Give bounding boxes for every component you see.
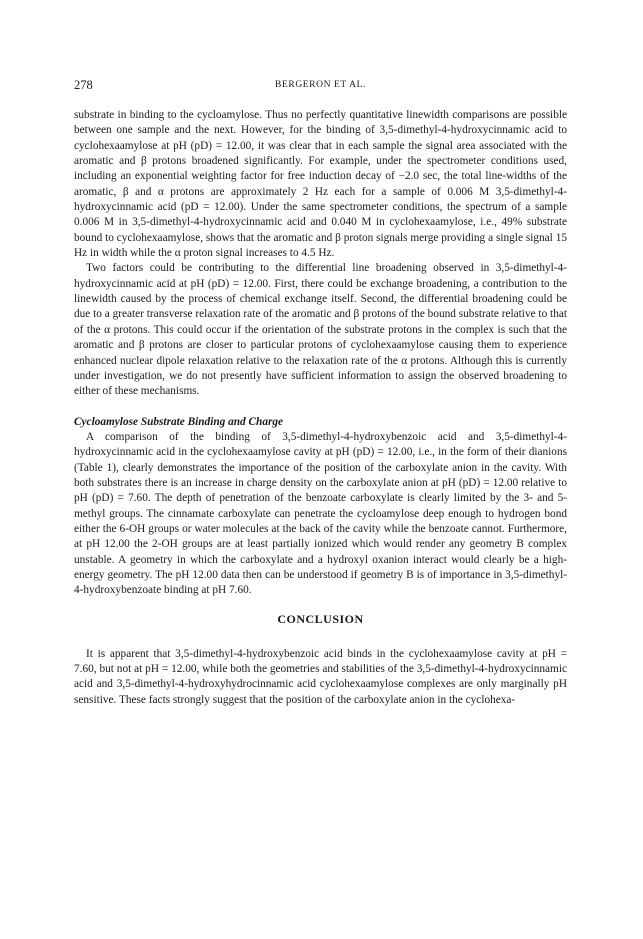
section-heading: Cycloamylose Substrate Binding and Charge [74, 415, 284, 428]
paragraph-line-broadening-factors: Two factors could be contributing to the differential line broadening observed in 3,5-dimethyl-4-hydroxycinnamic acid at pH (pD) = 12.00. First, there could be exchange broadening, a contribution to the linewidth caused by the process of chemical exchange itself. Second, the differential broadening could be due to a greater transverse relaxation rate of the aromatic and β protons of the bound substrate relative to that of the α protons. This could occur if the orientation of the substrate protons in the complex is such that the aromatic and β protons are closer to particular protons of cyclohexaamylose causing them to experience enhanced nuclear dipole relaxation relative to the relaxation rate of the α protons. Although this is currently under investigation, we do not presently have sufficient information to assign the observed broadening to either of these mechanisms. [74, 262, 567, 398]
running-head: BERGERON ET AL. [275, 80, 366, 90]
paragraph-binding-and-charge: A comparison of the binding of 3,5-dimethyl-4-hydroxybenzoic acid and 3,5-dimethyl-4-hydroxycinnamic acid in the cyclohexaamylose cavity at pH (pD) = 12.00, i.e., in the form of their dianions (Table 1), clearly demonstrates the importance of the position of the carboxylate anion in the cavity. With both substrates there is an increase in charge density on the carboxylate anion at pH (pD) = 12.00 relative to pH (pD) = 7.60. The depth of penetration of the benzoate carboxylate is clearly limited by the 3- and 5-methyl groups. The cinnamate carboxylate can penetrate the cycloamylose deep enough to hydrogen bond either the 6-OH groups or water molecules at the back of the cavity while the benzoate cannot. Furthermore, at pH 12.00 the 2-OH groups are at least partially ionized which would render any geometry B complex unstable. A geometry in which the carboxylate and a hydroxyl oxanion interact would clearly be a high-energy geometry. The pH 12.00 data then can be understood if geometry B is of importance in 3,5-dimethyl-4-hydroxybenzoate binding at pH 7.60. [74, 430, 567, 597]
paragraph-conclusion: It is apparent that 3,5-dimethyl-4-hydroxybenzoic acid binds in the cyclohexaamylose cavity at pH = 7.60, but not at pH = 12.00, while both the geometries and stabilities of the 3,5-dimethyl-4-hydroxycinnamic acid and 3,5-dimethyl-4-hydroxyhydrocinnamic acid cyclohexaamylose complexes are only marginally pH sensitive. These facts strongly suggest that the position of the carboxylate anion in the cyclohexa- [74, 647, 567, 706]
paragraph-linewidth-comparison: substrate in binding to the cycloamylose. Thus no perfectly quantitative linewidth comparisons are possible between one sample and the next. However, for the binding of 3,5-dimethyl-4-hydroxycinnamic acid to cyclohexaamylose at pH (pD) = 12.00, it was clear that in each sample the signal area associated with the aromatic and β protons broadened significantly. For example, under the spectrometer conditions used, including an exponential weighting factor for free induction decay of −2.0 sec, the total line-widths of the aromatic, β and α protons are approximately 2 Hz each for a sample of 0.006 M 3,5-dimethyl-4-hydroxycinnamic acid (pD = 12.00). Under the same spectrometer conditions, the spectrum of a sample 0.006 M in 3,5-dimethyl-4-hydroxycinnamic acid and 0.040 M in cyclohexaamylose, i.e., 49% substrate bound to cyclohexaamylose, shows that the aromatic and β proton signals merge providing a single signal 15 Hz in width while the α proton signal increases to 4.5 Hz. [74, 109, 567, 260]
page-header [74, 78, 567, 98]
body-text [74, 108, 567, 708]
page-number: 278 [74, 78, 93, 92]
conclusion-heading: CONCLUSION [277, 611, 364, 626]
journal-page [74, 78, 567, 708]
